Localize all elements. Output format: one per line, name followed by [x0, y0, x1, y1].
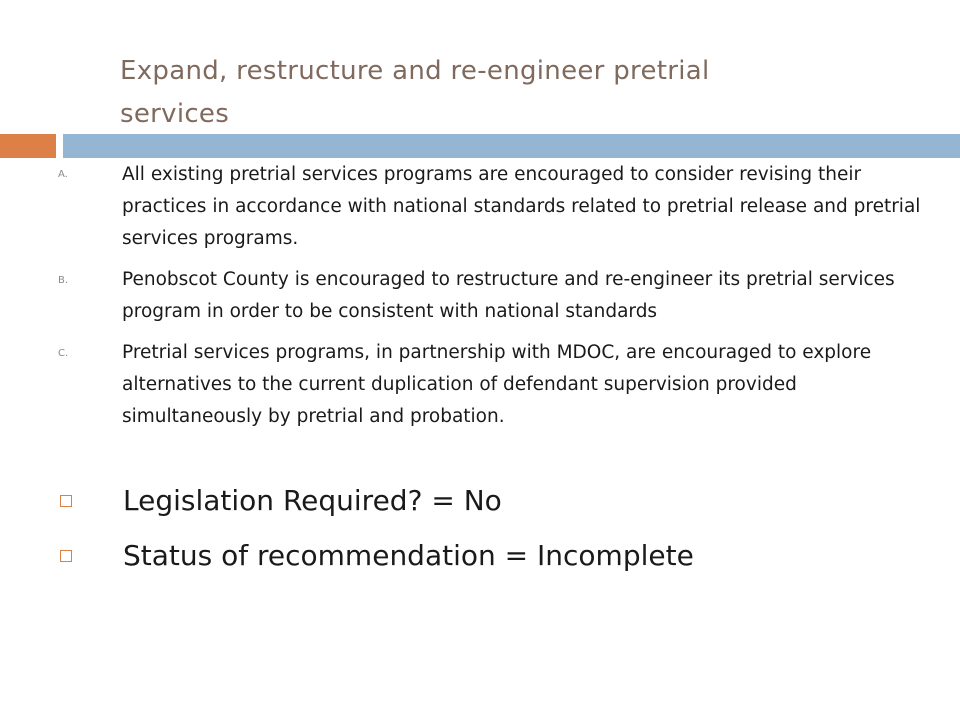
- sublist-marker: A.: [58, 169, 68, 180]
- square-bullet-icon: [60, 550, 72, 562]
- status-bullet-list: [60, 478, 940, 588]
- sublist-item-a: [58, 158, 938, 255]
- bullet-text: Legislation Required? = No: [123, 484, 502, 517]
- slide-title: Expand, restructure and re-engineer pretrial services: [120, 56, 710, 129]
- sublist-item-b: [58, 264, 938, 328]
- sublist-marker: B.: [58, 275, 69, 286]
- square-bullet-icon: [60, 495, 72, 507]
- bullet-legislation-required: [60, 478, 940, 524]
- sublist-text: All existing pretrial services programs are encouraged to consider revising their practices in accordance with national standards related to pretrial release and pretrial services programs.: [122, 164, 921, 249]
- sublist-text: Penobscot County is encouraged to restructure and re-engineer its pretrial services program in order to be consistent with national standards: [122, 269, 895, 322]
- recommendation-sublist: [58, 158, 938, 442]
- accent-bar-orange: [0, 134, 56, 158]
- accent-bar-blue: [63, 134, 960, 158]
- sublist-marker: C.: [58, 348, 69, 359]
- bullet-status-of-recommendation: [60, 533, 940, 579]
- sublist-text: Pretrial services programs, in partnership with MDOC, are encouraged to explore alternatives to the current duplication of defendant supervision provided simultaneously by pretrial and probation.: [122, 342, 872, 427]
- bullet-text: Status of recommendation = Incomplete: [123, 539, 694, 572]
- sublist-item-c: [58, 337, 938, 433]
